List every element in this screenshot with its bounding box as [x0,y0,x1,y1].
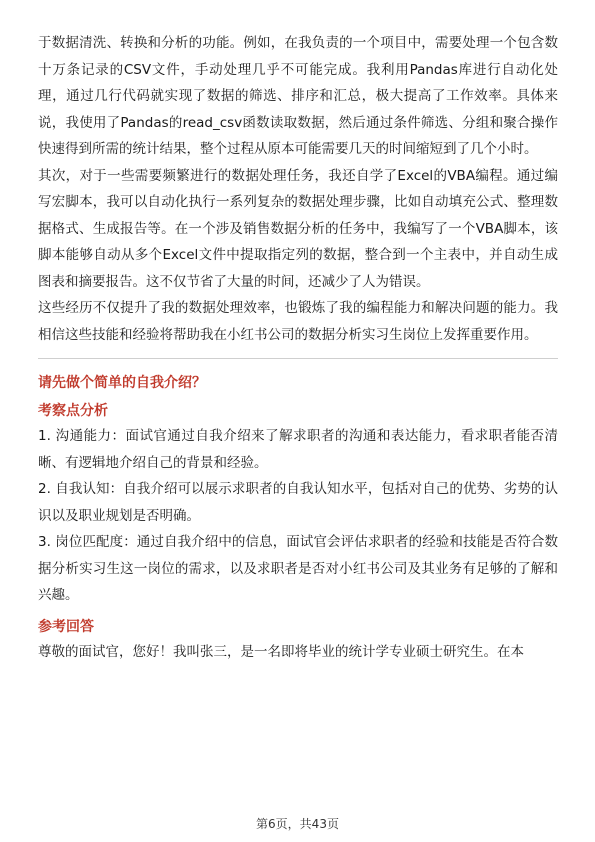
page-number-footer: 第6页，共43页 [256,817,339,831]
answer-heading: 参考回答 [38,618,94,635]
body-paragraph-2: 其次，对于一些需要频繁进行的数据处理任务，我还自学了Excel的VBA编程。通过编写宏脚本，我可以自动化执行一系列复杂的数据处理步骤，比如自动填充公式、整理数据格式、生成报告等。在一个涉及销售数据分析的任务中，我编写了一个VBA脚本，该脚本能够自动从多个Excel文件中提取指定列的数据，整合到一个主表中，并自动生成图表和摘要报告。这不仅节省了大量的时间，还减少了人为错误。 [38,167,558,290]
document-page [38,30,558,665]
answer-text: 尊敬的面试官，您好！我叫张三，是一名即将毕业的统计学专业硕士研究生。在本 [38,643,524,660]
body-paragraph-3: 这些经历不仅提升了我的数据处理效率，也锻炼了我的编程能力和解决问题的能力。我相信这些技能和经验将帮助我在小红书公司的数据分析实习生岗位上发挥重要作用。 [38,300,558,343]
body-paragraph-1: 于数据清洗、转换和分析的功能。例如，在我负责的一个项目中，需要处理一个包含数十万条记录的CSV文件，手动处理几乎不可能完成。我利用Pandas库进行自动化处理，通过几行代码就实现了数据的筛选、排序和汇总，极大提高了工作效率。具体来说，我使用了Pandas的read_csv函数读取数据，然后通过条件筛选、分组和聚合操作快速得到所需的统计结果，整个过程从原本可能需要几天的时间缩短到了几个小时。 [38,35,558,157]
question-title: 请先做个简单的自我介绍？ [38,375,206,391]
analysis-item-3: 3. 岗位匹配度：通过自我介绍中的信息，面试官会评估求职者的经验和技能是否符合数据分析实习生这一岗位的需求，以及求职者是否对小红书公司及其业务有足够的了解和兴趣。 [38,534,558,603]
analysis-item-2: 2. 自我认知：自我介绍可以展示求职者的自我认知水平，包括对自己的优势、劣势的认识以及职业规划是否明确。 [38,481,558,524]
analysis-item-1: 1. 沟通能力：面试官通过自我介绍来了解求职者的沟通和表达能力，看求职者能否清晰、有逻辑地介绍自己的背景和经验。 [38,428,558,471]
section-divider [38,358,558,359]
analysis-heading: 考察点分析 [38,403,108,419]
